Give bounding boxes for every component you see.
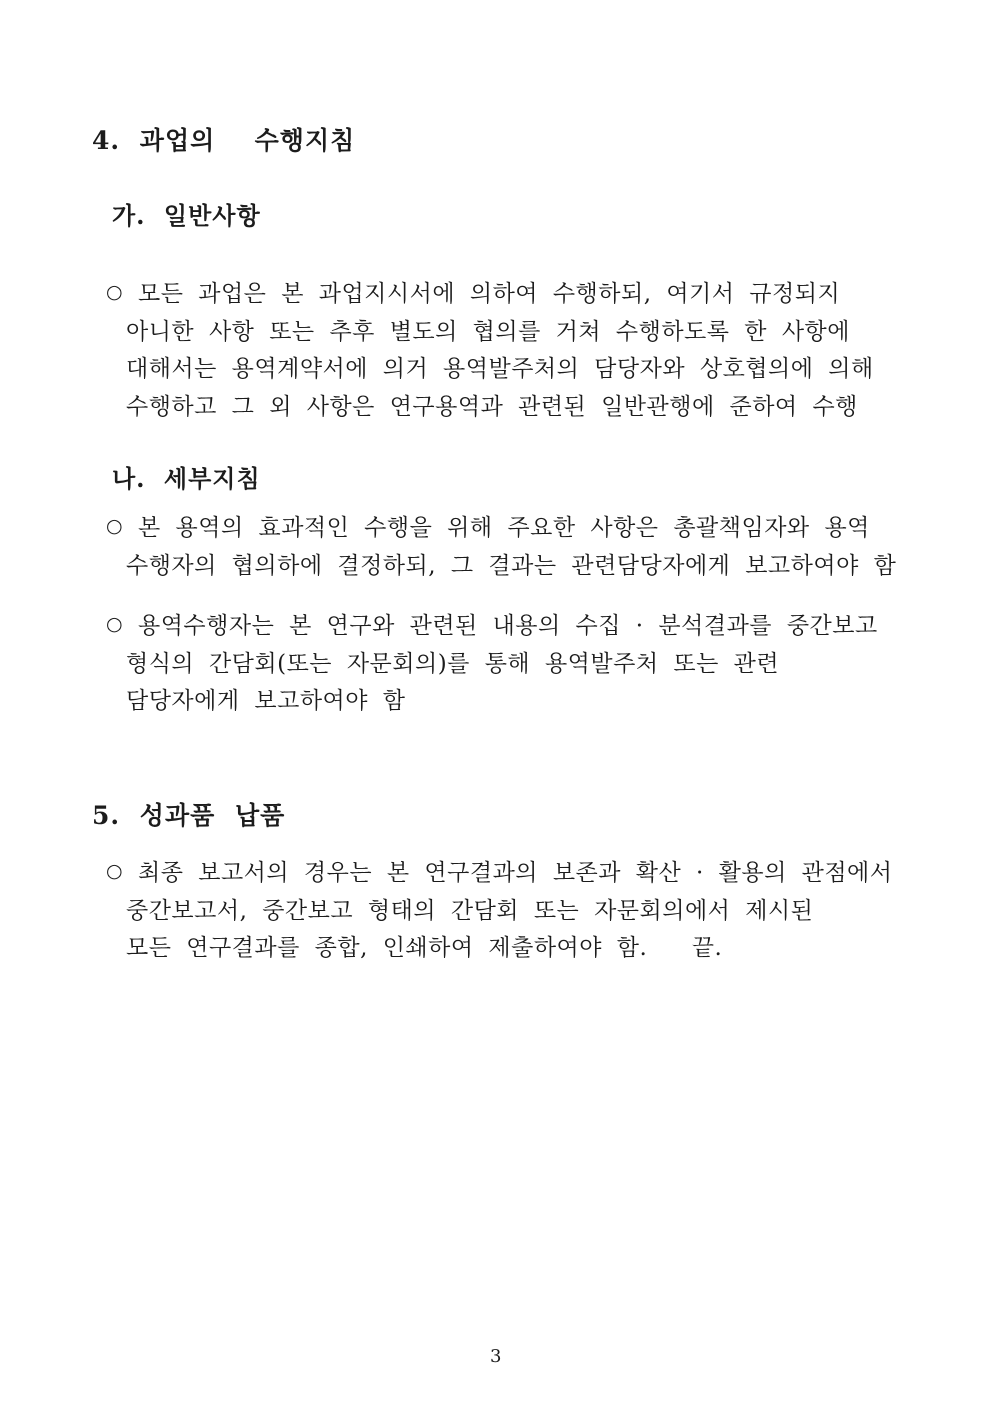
bullet-circle-icon: ○ <box>106 515 123 537</box>
bullet-circle-icon: ○ <box>106 613 123 635</box>
text-line: 대해서는 용역계약서에 의거 용역발주처의 담당자와 상호협의에 의해 <box>126 356 874 382</box>
bullet-item-detail-2 <box>106 608 926 721</box>
page-number: 3 <box>490 1346 502 1367</box>
bullet-item-detail-1 <box>106 510 926 585</box>
text-line: 모든 과업은 본 과업지시서에 의하여 수행하되, 여기서 규정되지 <box>138 281 841 307</box>
text-line: 형식의 간담회(또는 자문회의)를 통해 용역발주처 또는 관련 <box>126 650 780 677</box>
section-5-heading: 5. 성과품 납품 <box>92 801 286 830</box>
bullet-item-general <box>106 276 926 426</box>
text-line: 수행자의 협의하에 결정하되, 그 결과는 관련담당자에게 보고하여야 함 <box>126 552 897 579</box>
text-line: 용역수행자는 본 연구와 관련된 내용의 수집 · 분석결과를 중간보고 <box>138 613 878 639</box>
text-line: 중간보고서, 중간보고 형태의 간담회 또는 자문회의에서 제시된 <box>126 897 814 924</box>
subsection-na-heading: 나. 세부지침 <box>112 464 261 493</box>
bullet-circle-icon: ○ <box>106 281 123 303</box>
bullet-item-deliverable <box>106 855 926 968</box>
text-line: 최종 보고서의 경우는 본 연구결과의 보존과 확산 · 활용의 관점에서 <box>138 860 893 886</box>
text-line: 본 용역의 효과적인 수행을 위해 주요한 사항은 총괄책임자와 용역 <box>138 515 870 541</box>
text-line: 모든 연구결과를 종합, 인쇄하여 제출하여야 함. 끝. <box>126 935 723 961</box>
section-4-heading: 4. 과업의 수행지침 <box>92 126 356 155</box>
bullet-circle-icon: ○ <box>106 860 123 882</box>
text-line: 아니한 사항 또는 추후 별도의 협의를 거쳐 수행하도록 한 사항에 <box>126 318 850 345</box>
text-line: 담당자에게 보고하여야 함 <box>126 688 406 714</box>
text-line: 수행하고 그 외 사항은 연구용역과 관련된 일반관행에 준하여 수행 <box>126 393 858 420</box>
subsection-ga-heading: 가. 일반사항 <box>112 201 261 230</box>
